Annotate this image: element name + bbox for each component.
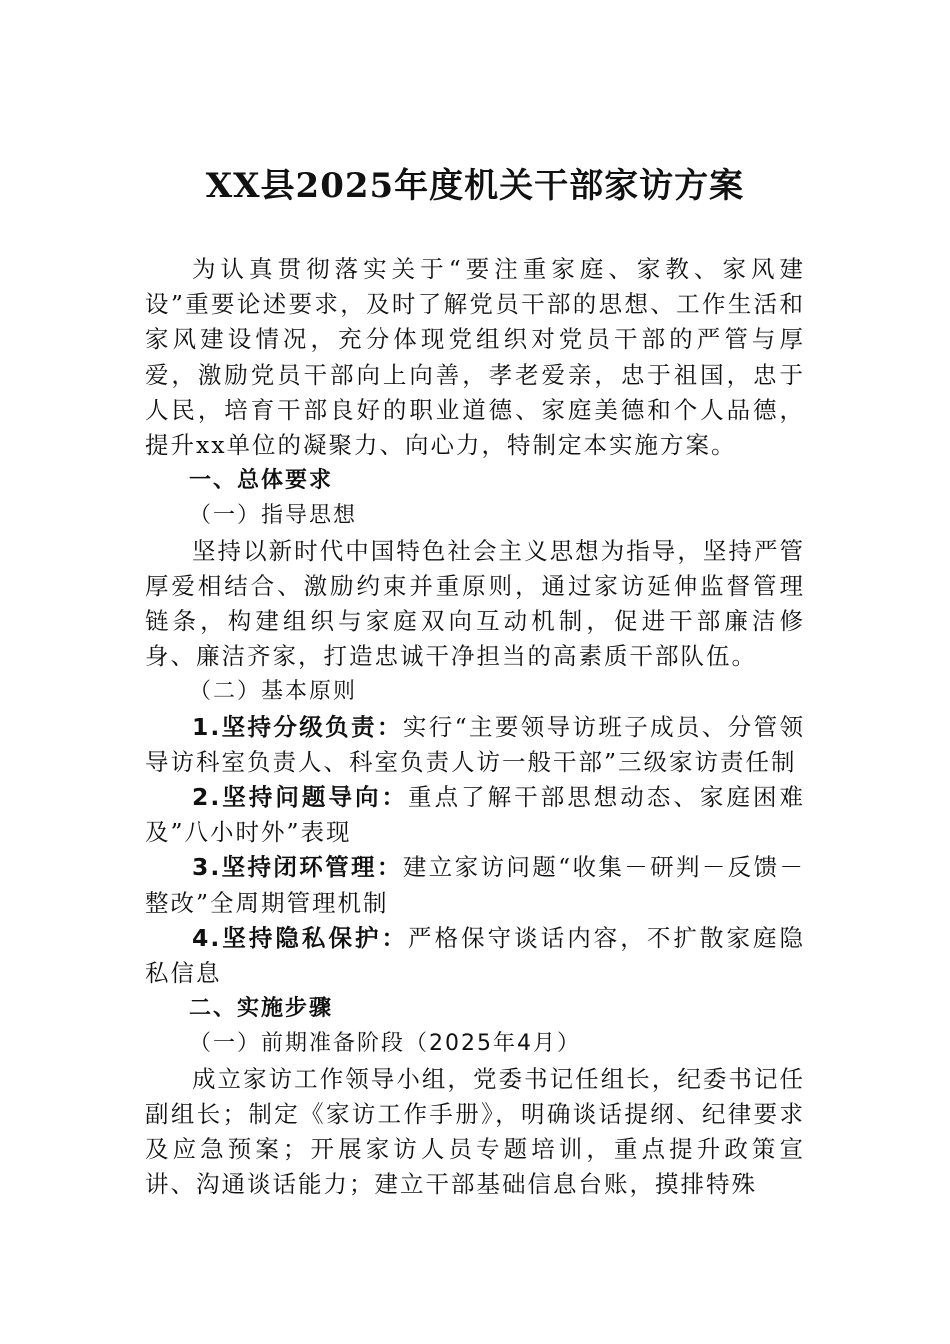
section-heading-2: 二、实施步骤 — [189, 996, 334, 1022]
document-title: XX县2025年度机关干部家访方案 — [205, 166, 745, 206]
principle-lead: 3.坚持闭环管理： — [192, 853, 403, 882]
subsection-heading-1-2: （二）基本原则 — [189, 679, 358, 705]
document-body — [145, 252, 805, 1202]
principle-lead: 2.坚持问题导向： — [192, 783, 409, 812]
intro-paragraph: 为认真贯彻落实关于“要注重家庭、家教、家风建设”重要论述要求，及时了解党员干部的思想、工作生活和家风建设情况，充分体现党组织对党员干部的严管与厚爱，激励党员干部向上向善，孝老爱亲，忠于祖国，忠于人民，培育干部良好的职业道德、家庭美德和个人品德，提升xx单位的凝聚力、向心力，特制定本实施方案。 — [145, 255, 805, 460]
principle-lead: 4.坚持隐私保护： — [192, 923, 409, 952]
subsection-heading-1-1: （一）指导思想 — [189, 503, 358, 529]
principle-text: 严格保守谈话内容，不扩散家庭隐私信息 — [145, 923, 806, 988]
section-heading-1: 一、总体要求 — [189, 468, 334, 494]
principle-text: 建立家访问题“收集－研判－反馈－整改”全周期管理机制 — [145, 853, 806, 917]
principle-item — [145, 850, 805, 920]
preparation-paragraph: 成立家访工作领导小组，党委书记任组长，纪委书记任副组长；制定《家访工作手册》，明确谈话提纲、纪律要求及应急预案；开展家访人员专题培训，重点提升政策宣讲、沟通谈话能力；建立干部基础信息台账，摸排特殊 — [145, 1064, 805, 1199]
principle-item — [145, 710, 805, 780]
guiding-thought-paragraph: 坚持以新时代中国特色社会主义思想为指导，坚持严管厚爱相结合、激励约束并重原则，通过家访延伸监督管理链条，构建组织与家庭双向互动机制，促进干部廉洁修身、廉洁齐家，打造忠诚干净担当的高素质干部队伍。 — [145, 536, 805, 671]
principle-item — [145, 780, 805, 850]
principle-item — [145, 921, 805, 991]
subsection-heading-2-1: （一）前期准备阶段（2025年4月） — [189, 1031, 581, 1057]
principle-lead: 1.坚持分级负责： — [192, 712, 403, 741]
principle-text: 实行“主要领导访班子成员、分管领导访科室负责人、科室负责人访一般干部”三级家访责任制 — [145, 712, 806, 776]
principle-text: 重点了解干部思想动态、家庭困难及”八小时外”表现 — [145, 783, 806, 847]
